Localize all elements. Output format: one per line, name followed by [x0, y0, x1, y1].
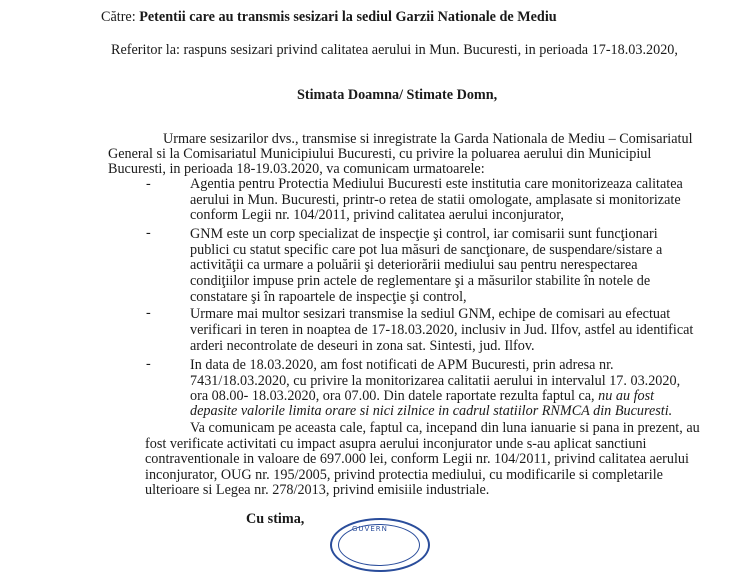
bullet-4-line-3: [190, 388, 654, 404]
salutation: Stimata Doamna/ Stimate Domn,: [297, 87, 498, 103]
bullet-4-italic-line: depasite valorile limita orare si nici zilnice in cadrul statiilor RNMCA din Bucuresti.: [190, 403, 673, 419]
closing-line-1: Va comunicam pe aceasta cale, faptul ca, incepand din luna ianuarie si pana in prezent, au: [190, 420, 700, 436]
closing-line-2: fost verificate activitati cu impact asupra aerului inconjurator unde s-au aplicat sanctiuni: [145, 436, 647, 452]
bullet-1-line-3: conform Legii nr. 104/2011, privind calitatea aerului inconjurator,: [190, 207, 564, 223]
intro-line-1: Urmare sesizarilor dvs., transmise si inregistrate la Garda Nationala de Mediu – Comisariatul: [163, 131, 693, 147]
closing-line-5: ulterioare si Legea nr. 278/2013, privind emisiile industriale.: [145, 482, 490, 498]
bullet-dash-2: -: [146, 225, 151, 241]
bullet-2-line-2: publici cu statut specific care pot lua măsuri de sancţionare, de suspendare/sistare a: [190, 242, 663, 258]
intro-line-3: Bucuresti, in perioada 18-19.03.2020, va comunicam urmatoarele:: [108, 161, 485, 177]
bullet-4-line-3-text: ora 08.00- 18.03.2020, ora 07.00. Din datele raportate rezulta faptul ca,: [190, 388, 595, 404]
closing-line-4: inconjurator, OUG nr. 195/2005, privind protectia mediului, cu modificarile si completarile: [145, 467, 663, 483]
bullet-1-line-1: Agentia pentru Protectia Mediului Bucuresti este institutia care monitorizeaza calitatea: [190, 176, 683, 192]
bullet-1-line-2: aerului in Mun. Bucuresti, printr-o retea de statii omologate, amplasate si monitorizate: [190, 192, 681, 208]
intro-line-2: General si la Comisariatul Municipiului Bucuresti, cu privire la poluarea aerului din Municipiul: [108, 146, 652, 162]
recipient-line: [101, 9, 557, 25]
bullet-2-line-4: condiţiilor impuse prin actele de reglementare şi a măsurilor stabilite în notele de: [190, 273, 651, 289]
recipient-label: Către:: [101, 9, 136, 25]
bullet-dash-3: -: [146, 305, 151, 321]
bullet-2-line-3: activităţii ca urmare a poluării şi deteriorării mediului sau pentru nerespectarea: [190, 257, 638, 273]
subject-line: Referitor la: raspuns sesizari privind calitatea aerului in Mun. Bucuresti, in perioada 17-18.03.2020,: [111, 42, 678, 58]
recipient-text: Petentii care au transmis sesizari la sediul Garzii Nationale de Mediu: [139, 9, 557, 25]
bullet-dash-4: -: [146, 356, 151, 372]
bullet-4-line-1: In data de 18.03.2020, am fost notificati de APM Bucuresti, prin adresa nr.: [190, 357, 614, 373]
bullet-2-line-5: constatare şi în rapoartele de inspecţie şi control,: [190, 289, 467, 305]
bullet-4-line-2: 7431/18.03.2020, cu privire la monitorizarea calitatii aerului in intervalul 17. 03.2020,: [190, 373, 681, 389]
closing-line-3: contraventionale in valoare de 697.000 lei, conform Legii nr. 104/2011, privind calitatea aerului: [145, 451, 689, 467]
bullet-dash-1: -: [146, 176, 151, 192]
bullet-3-line-1: Urmare mai multor sesizari transmise la sediul GNM, echipe de comisari au efectuat: [190, 306, 671, 322]
bullet-3-line-3: arderi necontrolate de deseuri in zona sat. Sintesti, jud. Ilfov.: [190, 338, 535, 354]
bullet-3-line-2: verificari in teren in noaptea de 17-18.03.2020, inclusiv in Jud. Ilfov, astfel au identificat: [190, 322, 694, 338]
official-seal-text: GUVERN: [352, 525, 388, 533]
bullet-2-line-1: GNM este un corp specializat de inspecţie şi control, iar comisarii sunt funcţionari: [190, 226, 658, 242]
signoff: Cu stima,: [246, 511, 305, 527]
bullet-4-italic-tail: nu au fost: [598, 388, 655, 404]
